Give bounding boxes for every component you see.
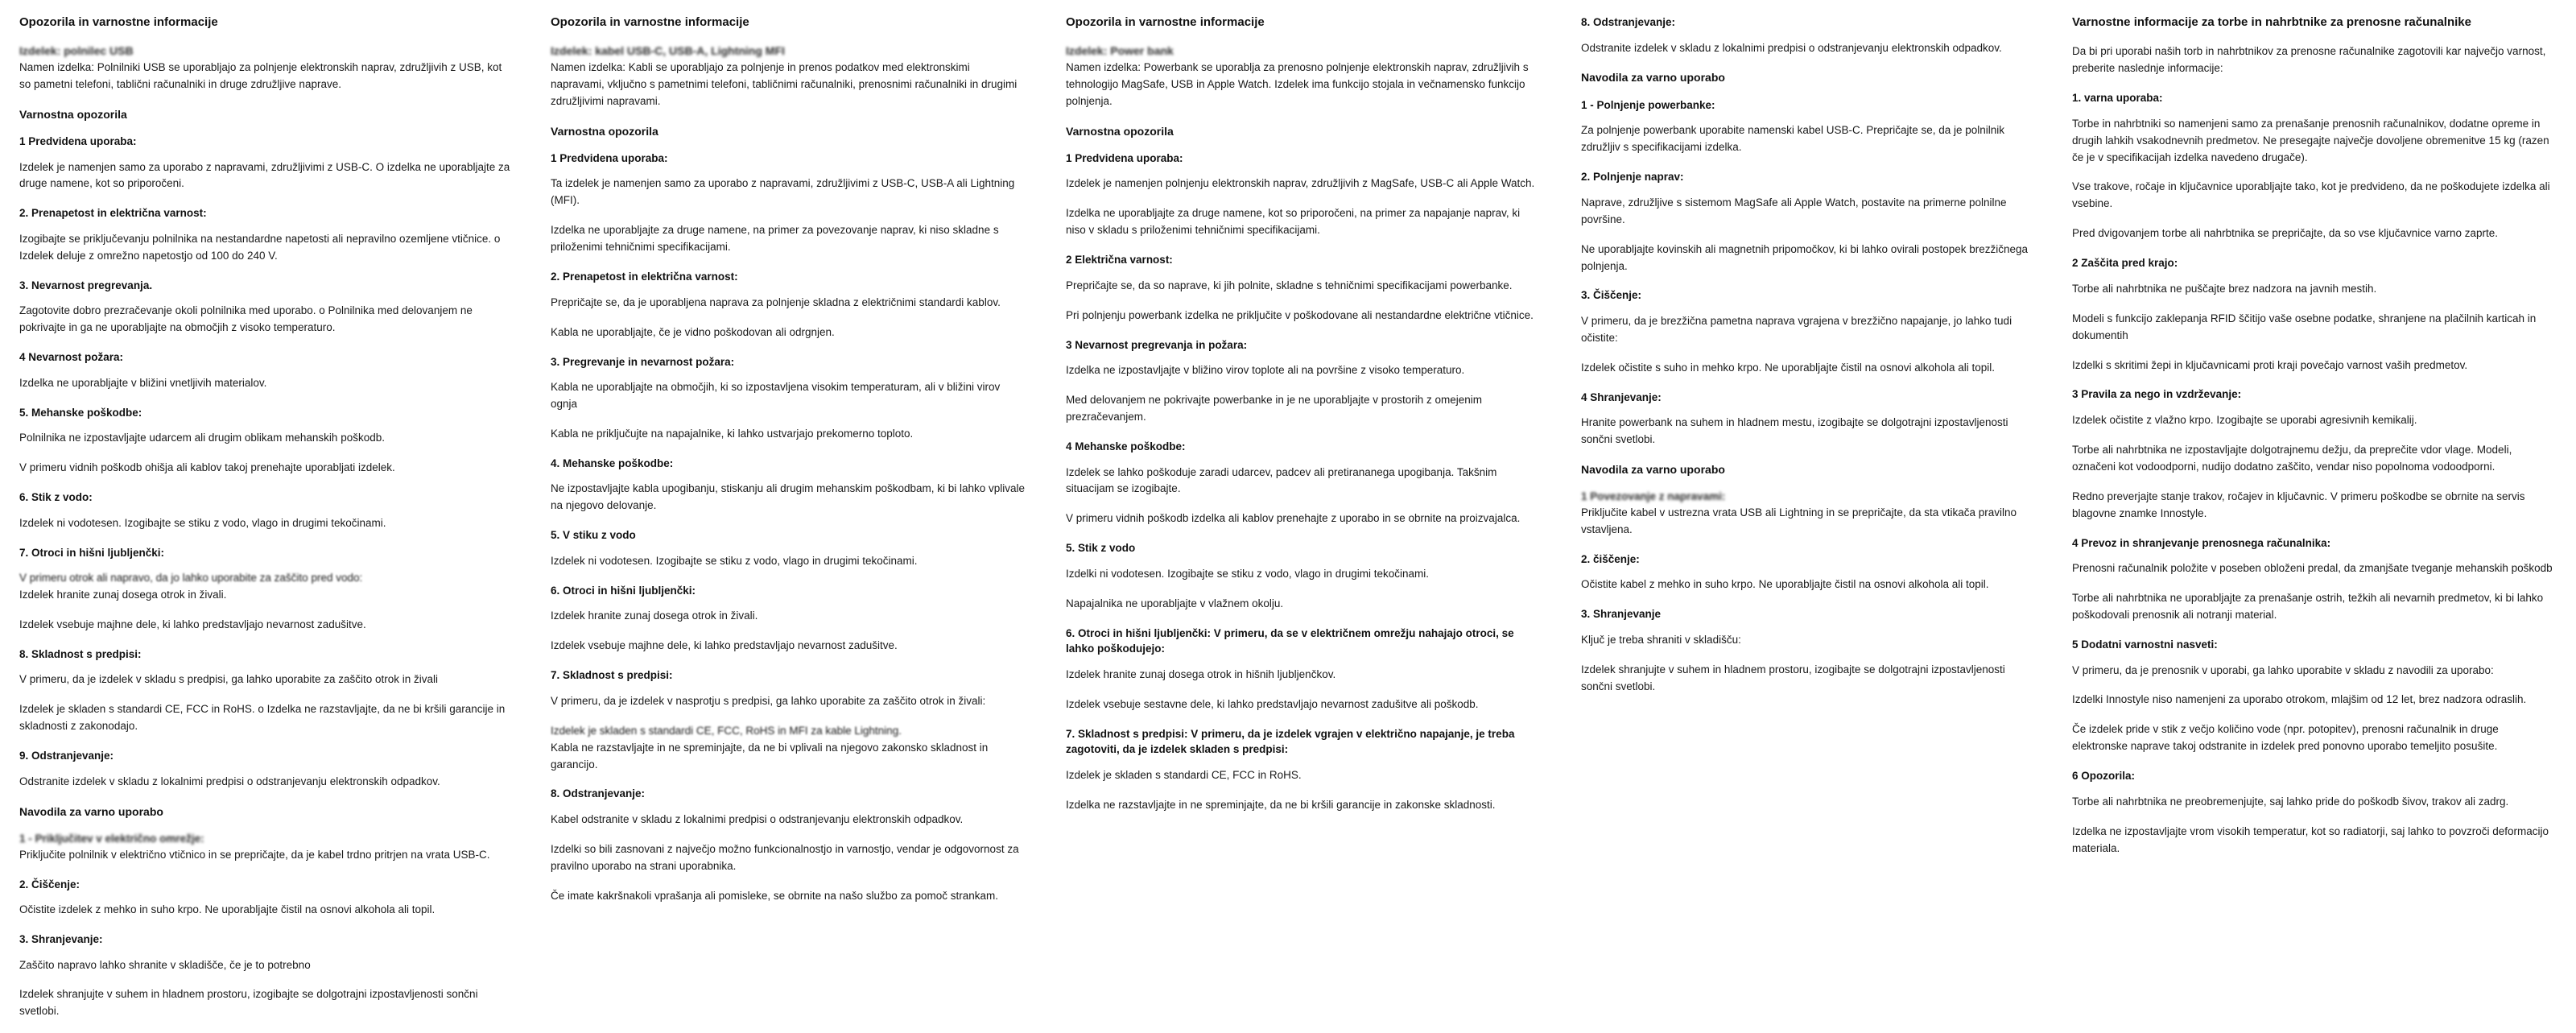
body-paragraph: Namen izdelka: Kabli se uporabljajo za polnjenje in prenos podatkov med elektronskimi napravami, vključno s pametnimi telefoni, tabličnimi računalniki, prenosnimi računalniki in drugimi združljivimi napravami. <box>551 60 1018 107</box>
body-paragraph: V primeru, da je izdelek v skladu s predpisi, ga lahko uporabite za zaščito otrok in živali <box>19 673 439 686</box>
body-paragraph: Zaščito napravo lahko shranite v skladišče, če je to potrebno <box>19 958 311 971</box>
body-paragraph: Priključite kabel v ustrezna vrata USB ali Lightning in se prepričajte, da sta vtikača pravilno vstavljena. <box>1581 506 2017 535</box>
body-paragraph: Pred dvigovanjem torbe ali nahrbtnika se prepričajte, da so vse ključavnice varno zaprte. <box>2072 227 2499 240</box>
document-column-3 <box>1046 14 1562 827</box>
body-paragraph: Torbe ali nahrbtnika ne uporabljajte za prenašanje ostrih, težkih ali nevarnih predmetov, ki bi lahko poškodovali prenosnik ali notranji material. <box>2072 592 2544 622</box>
subsection-heading: 2. Polnjenje naprav: <box>1581 171 1684 184</box>
subsection-heading: 4 Mehanske poškodbe: <box>1066 440 1186 452</box>
subsection-heading: 1 - Polnjenje powerbanke: <box>1581 98 1715 111</box>
body-paragraph: Kabla ne uporabljajte, če je vidno poškodovan ali odrgnjen. <box>551 325 835 338</box>
section-heading: Varnostna opozorila <box>19 107 127 121</box>
subsection-heading: 4 Prevoz in shranjevanje prenosnega računalnika: <box>2072 536 2331 549</box>
body-paragraph: Izdelki s skritimi žepi in ključavnicami proti kraji povečajo varnost vaših predmetov. <box>2072 358 2468 371</box>
body-paragraph: Ne izpostavljajte kabla upogibanju, stiskanju ali drugim mehanskim poškodbam, ki bi lahko vplivale na njegovo delovanje. <box>551 482 1026 512</box>
subsection-heading: 1 Predvidena uporaba: <box>1066 151 1183 164</box>
body-paragraph: Za polnjenje powerbank uporabite namenski kabel USB-C. Prepričajte se, da je polnilnik združljiv s specifikacijami izdelka. <box>1581 124 2005 154</box>
body-paragraph: Izdelki Innostyle niso namenjeni za uporabo otrokom, mlajšim od 12 let, brez nadzora odraslih. <box>2072 693 2527 706</box>
body-paragraph: Če izdelek pride v stik z večjo količino vode (npr. potopitev), prenosni računalnik in druge elektronske naprave takoj odstranite in izdelek pred ponovno uporabo temeljito posušite. <box>2072 723 2499 753</box>
product-subtitle: Izdelek: kabel USB-C, USB-A, Lightning MFI <box>551 44 785 58</box>
subsection-heading: 1 Predvidena uporaba: <box>19 134 137 147</box>
section-heading: Navodila za varno uporabo <box>1581 463 1725 477</box>
subsection-heading: 3 Nevarnost pregrevanja in požara: <box>1066 338 1248 351</box>
body-paragraph: Namen izdelka: Powerbank se uporablja za prenosno polnjenje elektronskih naprav, združljivih s tehnologijo MagSafe, USB in Apple Watch. Izdelek ima funkcijo stojala in večnamensko funkcijo polnjenja. <box>1066 60 1529 107</box>
subsection-heading: 2. Čiščenje: <box>19 878 80 890</box>
subsection-heading: 3. Shranjevanje <box>1581 608 1662 621</box>
body-paragraph: Kabla ne razstavljajte in ne spreminjajte, da ne bi vplivali na njegovo zakonsko skladnost in garancijo. <box>551 741 989 771</box>
subsection-heading: 4 Nevarnost požara: <box>19 351 124 364</box>
body-paragraph: Torbe in nahrbtniki so namenjeni samo za prenašanje prenosnih računalnikov, dodatne opreme in drugih lahkih vsakodnevnih predmetov. Ne presegajte največje dovoljene obremenitve 15 kg (razen če je v specifikacijah izdelka navedeno drugače). <box>2072 117 2549 163</box>
body-paragraph: Ključ je treba shraniti v skladišču: <box>1581 633 1741 646</box>
body-paragraph: Napajalnika ne uporabljajte v vlažnem okolju. <box>1066 597 1284 609</box>
body-paragraph: Izdelek shranjujte v suhem in hladnem prostoru, izogibajte se dolgotrajni izpostavljenosti sončni svetlobi. <box>1581 663 2005 692</box>
body-paragraph: Redno preverjajte stanje trakov, ročajev in ključavnic. V primeru poškodbe se obrnite na servis blagovne znamke Innostyle. <box>2072 490 2525 519</box>
body-paragraph: Izdelki ni vodotesen. Izogibajte se stiku z vodo, vlago in drugimi tekočinami. <box>1066 567 1429 580</box>
body-paragraph: Priključite polnilnik v električno vtičnico in se prepričajte, da je kabel trdno pritrjen na vrata USB-C. <box>19 848 490 861</box>
body-paragraph: Izdelka ne uporabljajte za druge namene, na primer za povezovanje naprav, ki niso skladne s priloženimi tehničnimi specifikacijami. <box>551 224 999 254</box>
product-subtitle: Izdelek: polnilec USB <box>19 44 134 58</box>
subsection-heading: 2. Prenapetost in električna varnost: <box>551 271 738 283</box>
subsection-heading: 2. čiščenje: <box>1581 552 1640 565</box>
body-paragraph: Izdelka ne izpostavljajte v bližino virov toplote ali na površine z visoko temperaturo. <box>1066 364 1465 377</box>
subsection-heading: 5. Stik z vodo <box>1066 542 1136 555</box>
body-paragraph: Izdelek očistite s suho in mehko krpo. Ne uporabljajte čistil na osnovi alkohola ali topil. <box>1581 361 1996 374</box>
section-heading: Navodila za varno uporabo <box>1581 71 1725 85</box>
subsection-heading: 2 Zaščita pred krajo: <box>2072 257 2178 270</box>
subsection-heading: 6. Otroci in hišni ljubljenčki: V primeru, da se v električnem omrežju nahajajo otroci, se lahko poškodujejo: <box>1066 626 1514 655</box>
document-column-4 <box>1562 14 2053 709</box>
body-paragraph: Izdelek ni vodotesen. Izogibajte se stiku z vodo, vlago in drugimi tekočinami. <box>551 554 918 567</box>
body-paragraph: Med delovanjem ne pokrivajte powerbanke in je ne uporabljajte v prostorih z omejenim prezračevanjem. <box>1066 394 1483 424</box>
section-heading: Navodila za varno uporabo <box>19 804 163 818</box>
subsection-heading: 1 Povezovanje z napravami: <box>1581 490 1726 503</box>
document-column-2 <box>531 14 1046 918</box>
body-paragraph: Kabla ne priključujte na napajalnike, ki lahko ustvarjajo prekomerno toploto. <box>551 427 914 440</box>
subsection-heading: 7. Skladnost s predpisi: V primeru, da je izdelek vgrajen v električno napajanje, je treba zagotoviti, da je izdelek skladen s predpisi: <box>1066 727 1515 756</box>
body-paragraph: Da bi pri uporabi naših torb in nahrbtnikov za prenosne računalnike zagotovili kar največjo varnost, preberite naslednje informacije: <box>2072 45 2546 75</box>
body-paragraph: Modeli s funkcijo zaklepanja RFID ščitijo vaše osebne podatke, shranjene na plačilnih karticah in dokumentih <box>2072 312 2537 341</box>
body-paragraph: Prepričajte se, da je uporabljena naprava za polnjenje skladna z električnimi standardi kablov. <box>551 295 1001 308</box>
subsection-heading: 3. Nevarnost pregrevanja. <box>19 279 153 291</box>
body-paragraph: Če imate kakršnakoli vprašanja ali pomisleke, se obrnite na našo službo za pomoč strankam. <box>551 889 999 902</box>
body-paragraph: Izdelek ni vodotesen. Izogibajte se stiku z vodo, vlago in drugimi tekočinami. <box>19 516 386 529</box>
section-heading: Varnostna opozorila <box>1066 124 1174 138</box>
body-paragraph: Izdelka ne izpostavljajte vrom visokih temperatur, kot so radiatorji, saj lahko to povzroči deformacijo materiala. <box>2072 824 2549 854</box>
subsection-heading: 5. Mehanske poškodbe: <box>19 406 142 419</box>
subsection-heading: 6. Stik z vodo: <box>19 491 93 504</box>
body-paragraph: Prepričajte se, da so naprave, ki jih polnite, skladne s tehničnimi specifikacijami powerbanke. <box>1066 279 1513 291</box>
page-title: Opozorila in varnostne informacije <box>19 15 218 29</box>
body-paragraph: Ne uporabljajte kovinskih ali magnetnih pripomočkov, ki bi lahko ovirali postopek brezžičnega polnjenja. <box>1581 242 2029 272</box>
section-heading: Varnostna opozorila <box>551 124 658 138</box>
subsection-heading: 5 Dodatni varnostni nasveti: <box>2072 638 2218 651</box>
subsection-heading: 7. Otroci in hišni ljubljenčki: <box>19 546 165 559</box>
body-paragraph: Izdelek vsebuje majhne dele, ki lahko predstavljajo nevarnost zadušitve. <box>19 618 366 630</box>
subsection-heading: 6 Opozorila: <box>2072 770 2136 783</box>
body-paragraph: Vse trakove, ročaje in ključavnice uporabljajte tako, kot je predvideno, da ne poškodujete izdelka ali vsebine. <box>2072 180 2550 210</box>
body-paragraph: Odstranite izdelek v skladu z lokalnimi predpisi o odstranjevanju elektronskih odpadkov. <box>19 775 440 787</box>
page-title: Opozorila in varnostne informacije <box>1066 15 1265 29</box>
subsection-heading: 8. Skladnost s predpisi: <box>19 647 142 660</box>
body-paragraph: Izdelek je skladen s standardi CE, FCC, RoHS in MFI za kable Lightning. <box>551 724 902 737</box>
page-title: Varnostne informacije za torbe in nahrbtnike za prenosne računalnike <box>2072 15 2471 29</box>
subsection-heading: 1. varna uporaba: <box>2072 92 2163 105</box>
subsection-heading: 4. Mehanske poškodbe: <box>551 457 674 469</box>
subsection-heading: 1 Predvidena uporaba: <box>551 151 668 164</box>
body-paragraph: Kabla ne uporabljajte na območjih, ki so izpostavljena visokim temperaturam, ali v bližini virov ognja <box>551 381 1001 411</box>
page-title: Opozorila in varnostne informacije <box>551 15 749 29</box>
body-paragraph: V primeru vidnih poškodb izdelka ali kablov prenehajte z uporabo in se obrnite na proizvajalca. <box>1066 512 1521 525</box>
subsection-heading: 8. Odstranjevanje: <box>551 787 646 800</box>
body-paragraph: Izdelek je skladen s standardi CE, FCC in RoHS. <box>1066 768 1302 781</box>
document-column-5 <box>2053 14 2576 870</box>
subsection-heading: 5. V stiku z vodo <box>551 529 636 542</box>
body-paragraph: Izdelka ne razstavljajte in ne spreminjajte, da ne bi kršili garancije in zakonske skladnosti. <box>1066 798 1496 811</box>
subsection-heading: 1 - Priključitev v električno omrežje: <box>19 833 204 845</box>
body-paragraph: V primeru otrok ali napravo, da jo lahko uporabite za zaščito pred vodo: <box>19 572 363 585</box>
product-subtitle: Izdelek: Power bank <box>1066 44 1174 58</box>
body-paragraph: Izdelka ne uporabljajte v bližini vnetljivih materialov. <box>19 376 267 389</box>
body-paragraph: Pri polnjenju powerbank izdelka ne priključite v poškodovane ali nestandardne električne vtičnice. <box>1066 308 1534 321</box>
body-paragraph: Prenosni računalnik položite v poseben obloženi predal, da zmanjšate tveganje mehanskih poškodb <box>2072 562 2553 575</box>
body-paragraph: Izdelek vsebuje sestavne dele, ki lahko predstavljajo nevarnost zadušitve ali poškodb. <box>1066 697 1479 710</box>
subsection-heading: 3. Shranjevanje: <box>19 932 103 945</box>
body-paragraph: Izdelek hranite zunaj dosega otrok in hišnih ljubljenčkov. <box>1066 667 1336 680</box>
body-paragraph: Izdelek hranite zunaj dosega otrok in živali. <box>19 589 227 601</box>
body-paragraph: V primeru, da je prenosnik v uporabi, ga lahko uporabite v skladu z navodili za uporabo: <box>2072 663 2494 676</box>
body-paragraph: Kabel odstranite v skladu z lokalnimi predpisi o odstranjevanju elektronskih odpadkov. <box>551 813 964 825</box>
body-paragraph: Izdelek vsebuje majhne dele, ki lahko predstavljajo nevarnost zadušitve. <box>551 639 898 652</box>
body-paragraph: Ta izdelek je namenjen samo za uporabo z napravami, združljivimi z USB-C, USB-A ali Lightning (MFI). <box>551 177 1015 207</box>
body-paragraph: Torbe ali nahrbtnika ne puščajte brez nadzora na javnih mestih. <box>2072 282 2377 295</box>
body-paragraph: Namen izdelka: Polnilniki USB se uporabljajo za polnjenje elektronskih naprav, združljivih z USB, kot so pametni telefoni, tablični računalniki in druge združljive naprave. <box>19 60 502 90</box>
body-paragraph: Izdelek je skladen s standardi CE, FCC in RoHS. o Izdelka ne razstavljajte, da ne bi kršili garancije in skladnosti z zakonodajo. <box>19 703 506 733</box>
subsection-heading: 8. Odstranjevanje: <box>1581 16 1676 28</box>
body-paragraph: Izdelek shranjujte v suhem in hladnem prostoru, izogibajte se dolgotrajni izpostavljenosti sončni svetlobi. <box>19 988 478 1018</box>
body-paragraph: Očistite izdelek z mehko in suho krpo. Ne uporabljajte čistil na osnovi alkohola ali topil. <box>19 903 436 916</box>
body-paragraph: Polnilnika ne izpostavljajte udarcem ali drugim oblikam mehanskih poškodb. <box>19 432 385 444</box>
subsection-heading: 3 Pravila za nego in vzdrževanje: <box>2072 388 2242 401</box>
body-paragraph: Zagotovite dobro prezračevanje okoli polnilnika med uporabo. o Polnilnika med delovanjem ne pokrivajte in ga ne uporabljajte na območjih z visoko temperaturo. <box>19 304 473 334</box>
body-paragraph: Izdelek je namenjen polnjenju elektronskih naprav, združljivih z MagSafe, USB-C ali Apple Watch. <box>1066 177 1535 190</box>
body-paragraph: Odstranite izdelek v skladu z lokalnimi predpisi o odstranjevanju elektronskih odpadkov. <box>1581 41 2002 54</box>
subsection-heading: 6. Otroci in hišni ljubljenčki: <box>551 584 696 597</box>
body-paragraph: Hranite powerbank na suhem in hladnem mestu, izogibajte se dolgotrajni izpostavljenosti sončni svetlobi. <box>1581 416 2008 446</box>
body-paragraph: Naprave, združljive s sistemom MagSafe ali Apple Watch, postavite na primerne polnilne površine. <box>1581 196 2007 225</box>
body-paragraph: Izdelki so bili zasnovani z največjo možno funkcionalnostjo in varnostjo, vendar je odgovornost za pravilno uporabo na strani uporabnika. <box>551 842 1019 872</box>
subsection-heading: 7. Skladnost s predpisi: <box>551 669 673 682</box>
subsection-heading: 9. Odstranjevanje: <box>19 750 114 762</box>
subsection-heading: 3. Pregrevanje in nevarnost požara: <box>551 355 735 368</box>
body-paragraph: Izdelka ne uporabljajte za druge namene, kot so priporočeni, na primer za napajanje naprav, ki niso v skladu s priloženimi tehničnimi specifikacijami. <box>1066 207 1521 237</box>
body-paragraph: Torbe ali nahrbtnika ne preobremenjujte, saj lahko pride do poškodb šivov, trakov ali zadrg. <box>2072 795 2509 808</box>
body-paragraph: Torbe ali nahrbtnika ne izpostavljajte dolgotrajnemu dežju, da preprečite vdor vlage. Modeli, označeni kot vodoodporni, nudijo dodatno zaščito, vendar niso popolnoma vodoodporni. <box>2072 443 2512 473</box>
document-column-1 <box>0 14 531 1033</box>
subsection-heading: 4 Shranjevanje: <box>1581 390 1662 403</box>
body-paragraph: Očistite kabel z mehko in suho krpo. Ne uporabljajte čistil na osnovi alkohola ali topil. <box>1581 578 1989 591</box>
body-paragraph: V primeru, da je izdelek v nasprotju s predpisi, ga lahko uporabite za zaščito otrok in živali: <box>551 694 986 707</box>
subsection-heading: 3. Čiščenje: <box>1581 289 1642 302</box>
body-paragraph: V primeru vidnih poškodb ohišja ali kablov takoj prenehajte uporabljati izdelek. <box>19 461 395 474</box>
body-paragraph: Izdelek je namenjen samo za uporabo z napravami, združljivimi z USB-C. O izdelka ne uporabljajte za druge namene, kot so priporočeni. <box>19 160 510 190</box>
body-paragraph: Izogibajte se priključevanju polnilnika na nestandardne napetosti ali nepravilno ozemljene vtičnice. o Izdelek deluje z omrežno napetostjo od 100 do 240 V. <box>19 232 501 262</box>
body-paragraph: V primeru, da je brezžična pametna naprava vgrajena v brezžično napajanje, jo lahko tudi očistite: <box>1581 315 2013 344</box>
body-paragraph: Izdelek hranite zunaj dosega otrok in živali. <box>551 609 758 622</box>
subsection-heading: 2. Prenapetost in električna varnost: <box>19 207 207 220</box>
body-paragraph: Izdelek se lahko poškoduje zaradi udarcev, padcev ali pretirananega upogibanja. Takšnim situacijam se izogibajte. <box>1066 465 1497 495</box>
body-paragraph: Izdelek očistite z vlažno krpo. Izogibajte se uporabi agresivnih kemikalij. <box>2072 414 2417 426</box>
subsection-heading: 2 Električna varnost: <box>1066 254 1173 267</box>
